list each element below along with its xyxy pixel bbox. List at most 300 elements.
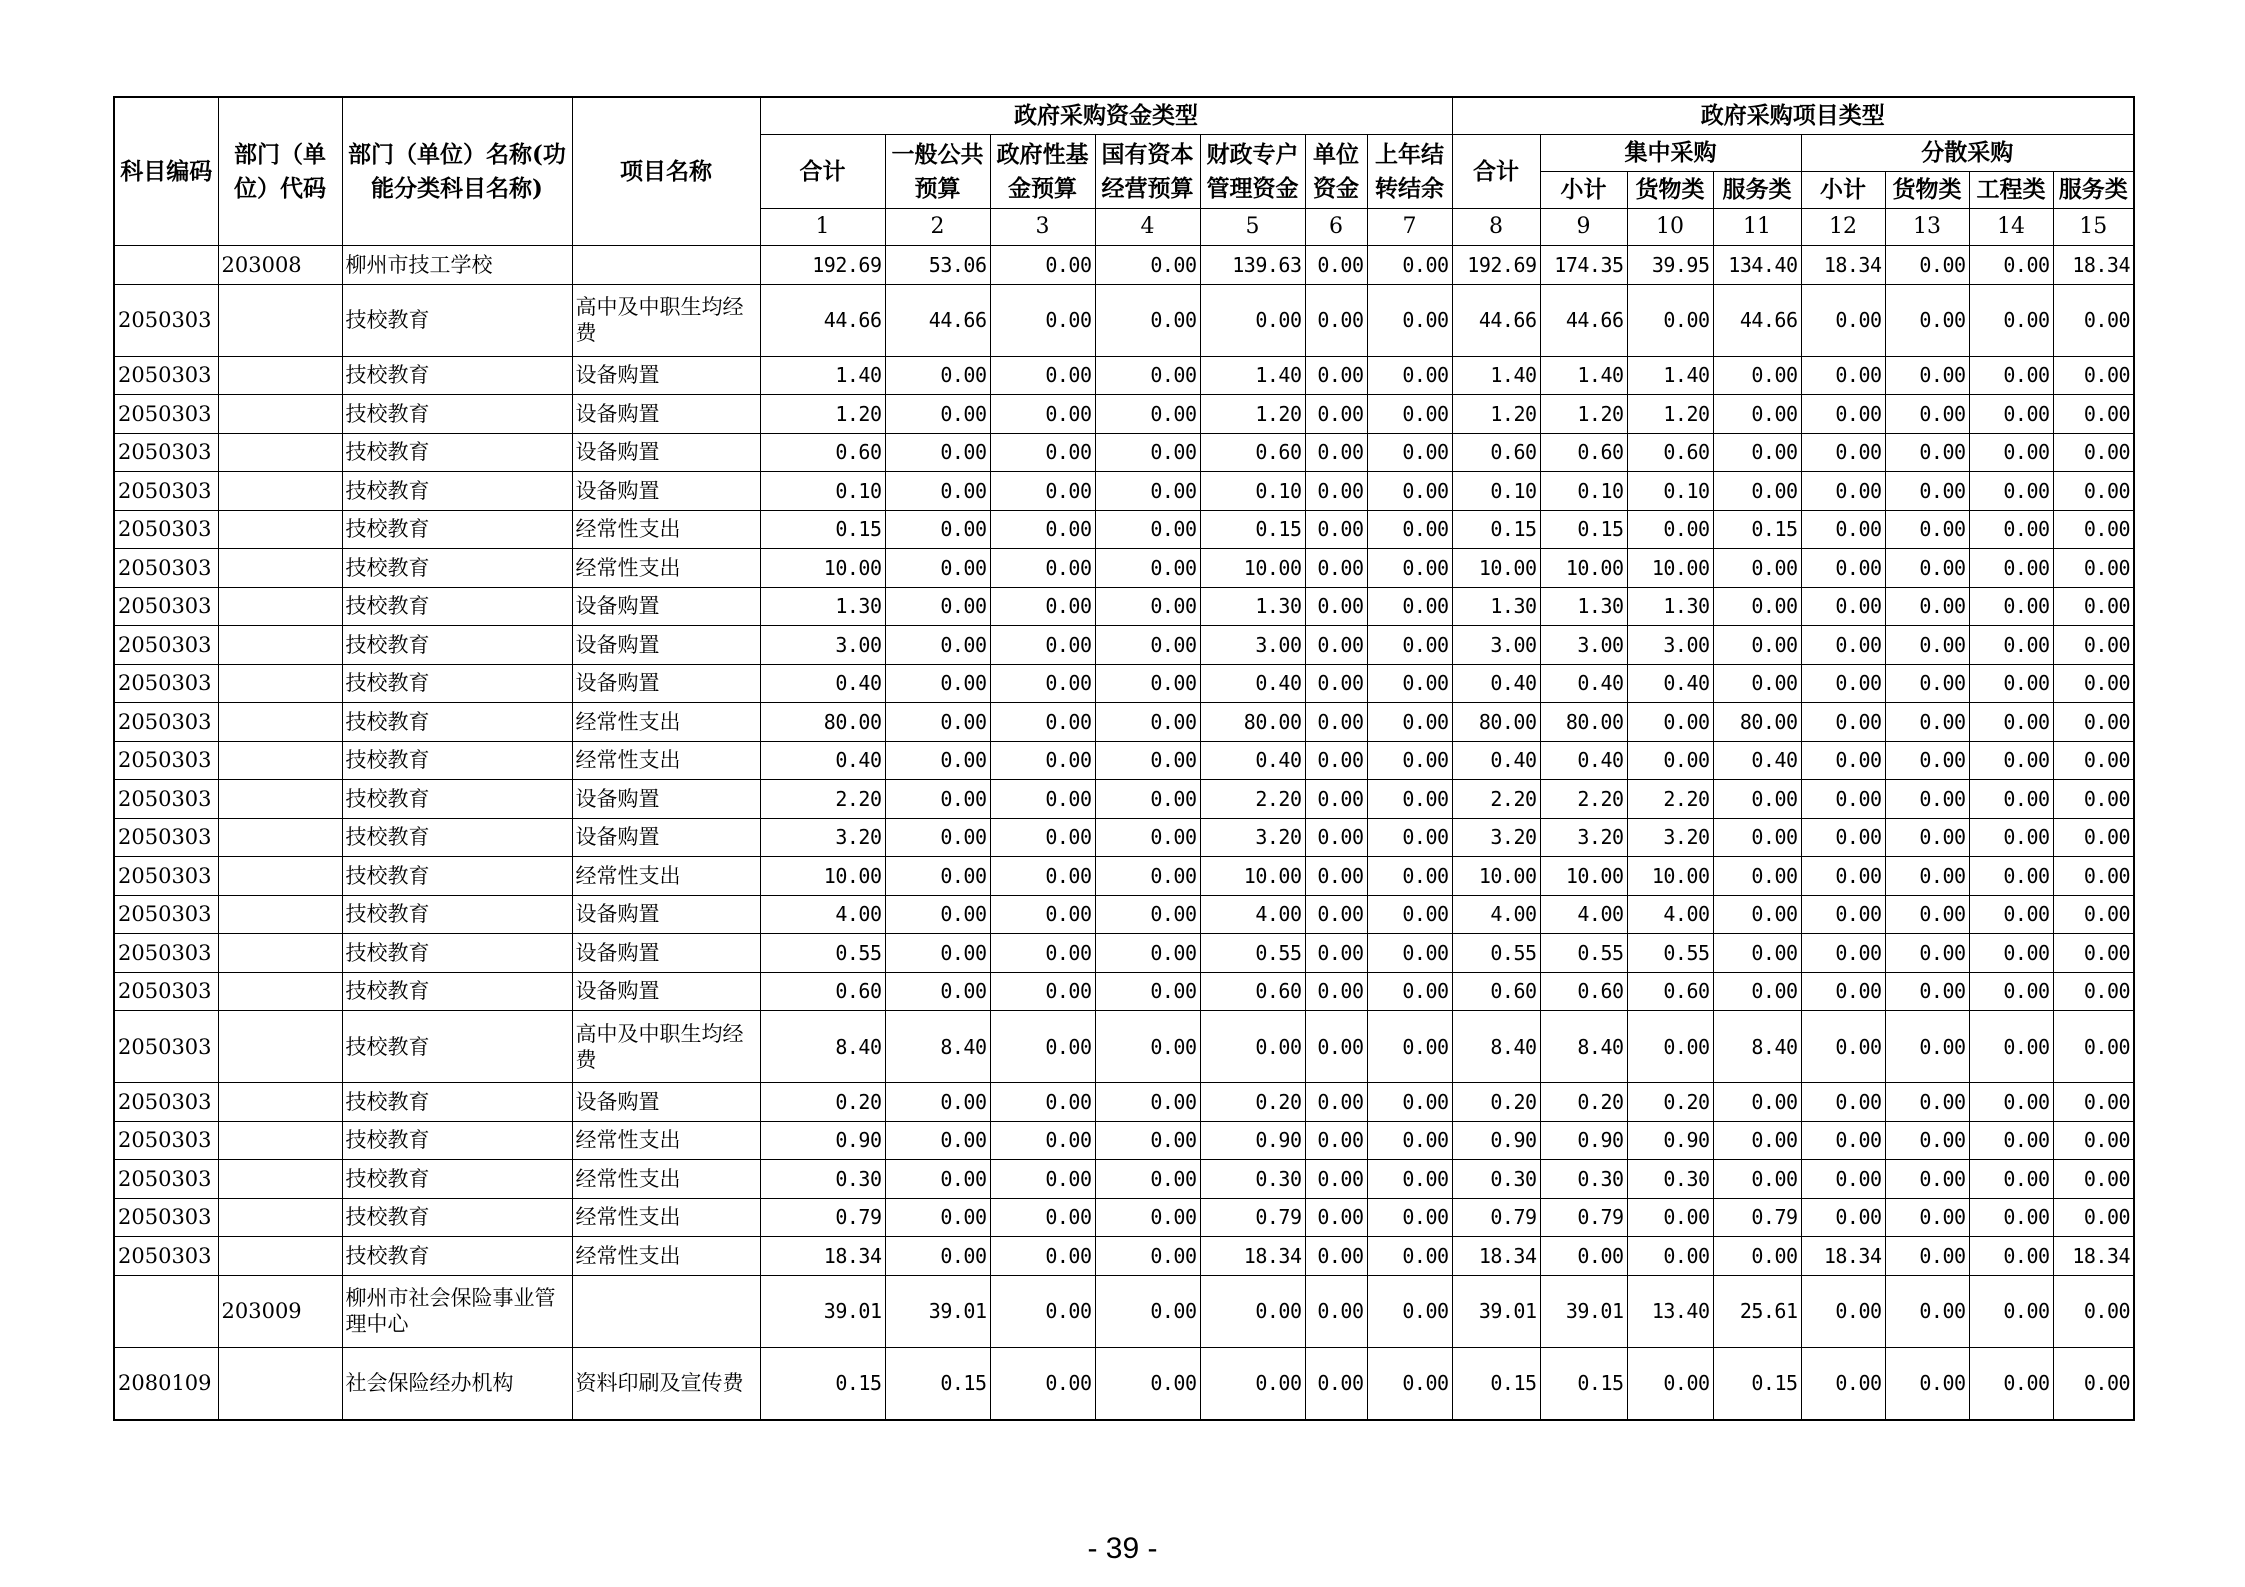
amount-cell: 0.00 — [885, 857, 990, 896]
amount-cell: 0.00 — [1305, 1160, 1367, 1199]
amount-cell: 0.00 — [990, 1347, 1095, 1420]
amount-cell: 0.00 — [1367, 246, 1452, 285]
dept-code-cell — [218, 510, 342, 549]
amount-cell: 0.00 — [1885, 895, 1969, 934]
project-name-cell: 经常性支出 — [572, 857, 760, 896]
column-index: 9 — [1540, 209, 1627, 246]
amount-cell: 0.40 — [1540, 741, 1627, 780]
amount-cell: 0.40 — [1200, 741, 1305, 780]
amount-cell: 0.00 — [1095, 626, 1200, 665]
amount-cell: 0.40 — [1200, 664, 1305, 703]
amount-cell: 0.00 — [2053, 1121, 2134, 1160]
dept-name-cell: 技校教育 — [342, 1121, 572, 1160]
amount-cell: 0.00 — [1305, 934, 1367, 973]
amount-cell: 0.00 — [885, 703, 990, 742]
amount-cell: 0.00 — [990, 703, 1095, 742]
amount-cell: 53.06 — [885, 246, 990, 285]
amount-cell: 0.00 — [1885, 1083, 1969, 1122]
header-c-subtotal: 小计 — [1540, 172, 1627, 209]
amount-cell: 0.00 — [1713, 780, 1801, 819]
amount-cell: 0.00 — [1885, 972, 1969, 1011]
dept-name-cell: 柳州市社会保险事业管理中心 — [342, 1275, 572, 1347]
amount-cell: 8.40 — [1540, 1011, 1627, 1083]
amount-cell: 0.00 — [1713, 472, 1801, 511]
amount-cell: 18.34 — [2053, 246, 2134, 285]
amount-cell: 80.00 — [1452, 703, 1540, 742]
amount-cell: 0.00 — [1367, 895, 1452, 934]
amount-cell: 0.00 — [2053, 857, 2134, 896]
amount-cell: 0.00 — [2053, 1198, 2134, 1237]
amount-cell: 0.00 — [1095, 1121, 1200, 1160]
amount-cell: 0.00 — [1885, 1121, 1969, 1160]
amount-cell: 0.00 — [2053, 549, 2134, 588]
project-name-cell: 经常性支出 — [572, 1121, 760, 1160]
project-name-cell: 设备购置 — [572, 472, 760, 511]
amount-cell: 0.00 — [990, 664, 1095, 703]
project-name-cell: 设备购置 — [572, 587, 760, 626]
project-name-cell: 高中及中职生均经费 — [572, 1011, 760, 1083]
amount-cell: 0.00 — [2053, 510, 2134, 549]
amount-cell: 0.00 — [1713, 433, 1801, 472]
amount-cell: 0.00 — [885, 510, 990, 549]
table-row — [114, 395, 2134, 434]
amount-cell: 0.00 — [885, 549, 990, 588]
header-gov-fund: 政府性基金预算 — [990, 135, 1095, 209]
amount-cell: 0.20 — [1452, 1083, 1540, 1122]
table-row — [114, 472, 2134, 511]
amount-cell: 0.00 — [1627, 1237, 1713, 1276]
table-row — [114, 356, 2134, 395]
dept-name-cell: 技校教育 — [342, 472, 572, 511]
amount-cell: 0.00 — [990, 934, 1095, 973]
amount-cell: 0.00 — [1095, 1347, 1200, 1420]
subject-code-cell: 2050303 — [114, 1237, 218, 1276]
amount-cell: 0.00 — [1305, 1237, 1367, 1276]
amount-cell: 39.01 — [760, 1275, 885, 1347]
dept-name-cell: 技校教育 — [342, 818, 572, 857]
amount-cell: 0.00 — [1367, 510, 1452, 549]
amount-cell: 0.00 — [885, 895, 990, 934]
amount-cell: 0.15 — [1540, 1347, 1627, 1420]
subject-code-cell: 2050303 — [114, 1011, 218, 1083]
column-index: 1 — [760, 209, 885, 246]
amount-cell: 0.00 — [1200, 284, 1305, 356]
project-name-cell: 设备购置 — [572, 1083, 760, 1122]
amount-cell: 0.00 — [885, 472, 990, 511]
dept-code-cell — [218, 1237, 342, 1276]
amount-cell: 0.00 — [1367, 780, 1452, 819]
amount-cell: 0.00 — [1885, 587, 1969, 626]
dept-code-cell — [218, 1198, 342, 1237]
amount-cell: 1.30 — [760, 587, 885, 626]
subject-code-cell: 2050303 — [114, 780, 218, 819]
subject-code-cell: 2050303 — [114, 664, 218, 703]
amount-cell: 0.00 — [885, 356, 990, 395]
amount-cell: 0.00 — [1627, 741, 1713, 780]
amount-cell: 3.00 — [760, 626, 885, 665]
amount-cell: 192.69 — [760, 246, 885, 285]
amount-cell: 0.00 — [2053, 587, 2134, 626]
amount-cell: 0.40 — [1540, 664, 1627, 703]
amount-cell: 0.00 — [1713, 1237, 1801, 1276]
amount-cell: 0.00 — [990, 1011, 1095, 1083]
amount-cell: 0.00 — [1713, 587, 1801, 626]
header-dept-name: 部门（单位）名称(功能分类科目名称) — [342, 97, 572, 246]
project-name-cell: 经常性支出 — [572, 1198, 760, 1237]
amount-cell: 0.00 — [2053, 1011, 2134, 1083]
amount-cell: 0.15 — [1200, 510, 1305, 549]
table-row — [114, 433, 2134, 472]
procurement-table — [113, 96, 2135, 1421]
amount-cell: 0.00 — [2053, 626, 2134, 665]
amount-cell: 0.00 — [885, 818, 990, 857]
column-index: 12 — [1801, 209, 1885, 246]
project-name-cell: 设备购置 — [572, 356, 760, 395]
amount-cell: 0.00 — [1367, 472, 1452, 511]
project-name-cell: 经常性支出 — [572, 1237, 760, 1276]
amount-cell: 1.30 — [1540, 587, 1627, 626]
amount-cell: 0.00 — [1885, 626, 1969, 665]
amount-cell: 0.15 — [885, 1347, 990, 1420]
amount-cell: 0.30 — [760, 1160, 885, 1199]
column-index: 15 — [2053, 209, 2134, 246]
amount-cell: 0.00 — [1801, 284, 1885, 356]
header-project-name: 项目名称 — [572, 97, 760, 246]
amount-cell: 0.20 — [1200, 1083, 1305, 1122]
amount-cell: 44.66 — [1452, 284, 1540, 356]
amount-cell: 0.30 — [1200, 1160, 1305, 1199]
amount-cell: 0.60 — [1452, 972, 1540, 1011]
amount-cell: 0.00 — [1713, 664, 1801, 703]
amount-cell: 0.00 — [2053, 818, 2134, 857]
amount-cell: 0.00 — [1200, 1347, 1305, 1420]
amount-cell: 0.00 — [1627, 284, 1713, 356]
amount-cell: 0.00 — [1801, 433, 1885, 472]
amount-cell: 0.00 — [1801, 356, 1885, 395]
subject-code-cell: 2050303 — [114, 741, 218, 780]
amount-cell: 0.00 — [1969, 1275, 2053, 1347]
amount-cell: 0.00 — [1367, 395, 1452, 434]
amount-cell: 0.00 — [2053, 934, 2134, 973]
amount-cell: 0.00 — [1095, 395, 1200, 434]
amount-cell: 0.79 — [1713, 1198, 1801, 1237]
amount-cell: 8.40 — [760, 1011, 885, 1083]
amount-cell: 18.34 — [1801, 246, 1885, 285]
amount-cell: 0.00 — [1801, 664, 1885, 703]
amount-cell: 0.00 — [990, 972, 1095, 1011]
dept-name-cell: 技校教育 — [342, 934, 572, 973]
amount-cell: 0.00 — [1305, 1347, 1367, 1420]
amount-cell: 0.00 — [1885, 1237, 1969, 1276]
table-row — [114, 703, 2134, 742]
amount-cell: 0.00 — [885, 587, 990, 626]
amount-cell: 1.20 — [760, 395, 885, 434]
amount-cell: 0.00 — [1305, 472, 1367, 511]
amount-cell: 0.15 — [1452, 1347, 1540, 1420]
amount-cell: 25.61 — [1713, 1275, 1801, 1347]
amount-cell: 0.00 — [990, 549, 1095, 588]
amount-cell: 0.00 — [2053, 1083, 2134, 1122]
amount-cell: 0.60 — [1627, 972, 1713, 1011]
amount-cell: 0.00 — [1095, 857, 1200, 896]
amount-cell: 0.40 — [760, 741, 885, 780]
dept-name-cell: 技校教育 — [342, 587, 572, 626]
amount-cell: 0.00 — [2053, 1347, 2134, 1420]
amount-cell: 0.00 — [1801, 626, 1885, 665]
amount-cell: 0.10 — [1627, 472, 1713, 511]
amount-cell: 0.00 — [1095, 510, 1200, 549]
header-special-fund: 财政专户管理资金 — [1200, 135, 1305, 209]
subject-code-cell: 2050303 — [114, 395, 218, 434]
amount-cell: 0.55 — [760, 934, 885, 973]
amount-cell: 3.20 — [1540, 818, 1627, 857]
amount-cell: 1.20 — [1627, 395, 1713, 434]
amount-cell: 0.00 — [1095, 1083, 1200, 1122]
amount-cell: 0.00 — [1801, 1160, 1885, 1199]
amount-cell: 3.00 — [1627, 626, 1713, 665]
amount-cell: 0.00 — [1367, 1347, 1452, 1420]
amount-cell: 2.20 — [760, 780, 885, 819]
subject-code-cell: 2050303 — [114, 626, 218, 665]
subject-code-cell: 2050303 — [114, 433, 218, 472]
dept-name-cell: 柳州市技工学校 — [342, 246, 572, 285]
header-unit-fund: 单位资金 — [1305, 135, 1367, 209]
amount-cell: 0.55 — [1627, 934, 1713, 973]
amount-cell: 0.00 — [1885, 510, 1969, 549]
amount-cell: 0.00 — [1969, 818, 2053, 857]
amount-cell: 0.00 — [1969, 472, 2053, 511]
amount-cell: 0.00 — [1627, 510, 1713, 549]
amount-cell: 0.00 — [1540, 1237, 1627, 1276]
project-name-cell: 设备购置 — [572, 780, 760, 819]
amount-cell: 39.95 — [1627, 246, 1713, 285]
dept-name-cell: 技校教育 — [342, 972, 572, 1011]
project-name-cell: 经常性支出 — [572, 549, 760, 588]
amount-cell: 0.00 — [1095, 895, 1200, 934]
amount-cell: 0.00 — [1367, 1198, 1452, 1237]
amount-cell: 2.20 — [1452, 780, 1540, 819]
amount-cell: 0.00 — [1305, 703, 1367, 742]
project-name-cell: 经常性支出 — [572, 703, 760, 742]
amount-cell: 0.00 — [1367, 741, 1452, 780]
amount-cell: 139.63 — [1200, 246, 1305, 285]
amount-cell: 0.60 — [1200, 433, 1305, 472]
dept-code-cell — [218, 972, 342, 1011]
table-row — [114, 780, 2134, 819]
amount-cell: 0.30 — [1627, 1160, 1713, 1199]
amount-cell: 0.00 — [1367, 587, 1452, 626]
table-row — [114, 626, 2134, 665]
amount-cell: 0.20 — [760, 1083, 885, 1122]
amount-cell: 0.00 — [1969, 433, 2053, 472]
amount-cell: 0.00 — [1801, 780, 1885, 819]
amount-cell: 4.00 — [760, 895, 885, 934]
dept-name-cell: 技校教育 — [342, 1198, 572, 1237]
amount-cell: 0.00 — [1713, 1121, 1801, 1160]
amount-cell: 0.60 — [760, 972, 885, 1011]
amount-cell: 0.00 — [1801, 1011, 1885, 1083]
amount-cell: 0.00 — [1095, 587, 1200, 626]
dept-code-cell — [218, 1121, 342, 1160]
table-row — [114, 510, 2134, 549]
amount-cell: 0.00 — [1367, 1160, 1452, 1199]
amount-cell: 18.34 — [1452, 1237, 1540, 1276]
project-name-cell — [572, 1275, 760, 1347]
amount-cell: 80.00 — [1713, 703, 1801, 742]
table-body — [114, 246, 2134, 1420]
header-proj-total: 合计 — [1452, 135, 1540, 209]
amount-cell: 0.15 — [1713, 510, 1801, 549]
amount-cell: 0.00 — [885, 395, 990, 434]
amount-cell: 0.00 — [1885, 395, 1969, 434]
project-name-cell: 经常性支出 — [572, 741, 760, 780]
amount-cell: 0.00 — [885, 741, 990, 780]
amount-cell: 0.00 — [1969, 741, 2053, 780]
column-index: 8 — [1452, 209, 1540, 246]
amount-cell: 0.00 — [1713, 934, 1801, 973]
amount-cell: 0.00 — [885, 1160, 990, 1199]
amount-cell: 0.00 — [2053, 433, 2134, 472]
amount-cell: 0.00 — [1713, 972, 1801, 1011]
dept-name-cell: 技校教育 — [342, 664, 572, 703]
amount-cell: 0.00 — [1969, 1198, 2053, 1237]
column-index: 11 — [1713, 209, 1801, 246]
subject-code-cell: 2050303 — [114, 703, 218, 742]
amount-cell: 0.00 — [1305, 1275, 1367, 1347]
amount-cell: 13.40 — [1627, 1275, 1713, 1347]
dept-name-cell: 技校教育 — [342, 510, 572, 549]
column-index: 14 — [1969, 209, 2053, 246]
amount-cell: 44.66 — [760, 284, 885, 356]
amount-cell: 0.00 — [1801, 1121, 1885, 1160]
amount-cell: 0.00 — [1885, 1275, 1969, 1347]
amount-cell: 0.00 — [1801, 1198, 1885, 1237]
dept-name-cell: 技校教育 — [342, 549, 572, 588]
amount-cell: 0.00 — [2053, 780, 2134, 819]
amount-cell: 174.35 — [1540, 246, 1627, 285]
amount-cell: 0.00 — [1367, 1011, 1452, 1083]
amount-cell: 0.00 — [1969, 1083, 2053, 1122]
amount-cell: 0.00 — [1200, 1275, 1305, 1347]
amount-cell: 0.00 — [885, 1121, 990, 1160]
amount-cell: 18.34 — [1200, 1237, 1305, 1276]
amount-cell: 8.40 — [1452, 1011, 1540, 1083]
amount-cell: 0.00 — [1801, 1347, 1885, 1420]
amount-cell: 3.20 — [1627, 818, 1713, 857]
dept-code-cell — [218, 1011, 342, 1083]
amount-cell: 0.00 — [1885, 1011, 1969, 1083]
amount-cell: 0.00 — [1095, 972, 1200, 1011]
dept-code-cell — [218, 857, 342, 896]
amount-cell: 0.00 — [1305, 356, 1367, 395]
amount-cell: 0.00 — [990, 857, 1095, 896]
dept-name-cell: 技校教育 — [342, 356, 572, 395]
dept-name-cell: 技校教育 — [342, 1083, 572, 1122]
table-row — [114, 1237, 2134, 1276]
amount-cell: 0.00 — [990, 741, 1095, 780]
amount-cell: 0.00 — [1095, 741, 1200, 780]
dept-code-cell — [218, 549, 342, 588]
dept-name-cell: 技校教育 — [342, 1237, 572, 1276]
subject-code-cell: 2050303 — [114, 972, 218, 1011]
table-row — [114, 284, 2134, 356]
amount-cell: 0.00 — [2053, 472, 2134, 511]
amount-cell: 0.00 — [2053, 284, 2134, 356]
amount-cell: 0.00 — [1305, 284, 1367, 356]
amount-cell: 0.10 — [1540, 472, 1627, 511]
amount-cell: 0.55 — [1540, 934, 1627, 973]
dept-name-cell: 技校教育 — [342, 433, 572, 472]
table-row — [114, 741, 2134, 780]
amount-cell: 0.00 — [990, 246, 1095, 285]
amount-cell: 1.20 — [1452, 395, 1540, 434]
amount-cell: 10.00 — [1627, 857, 1713, 896]
amount-cell: 0.00 — [1713, 818, 1801, 857]
subject-code-cell: 2050303 — [114, 1198, 218, 1237]
amount-cell: 0.00 — [1801, 895, 1885, 934]
column-index: 6 — [1305, 209, 1367, 246]
amount-cell: 0.00 — [1713, 1083, 1801, 1122]
amount-cell: 0.00 — [990, 284, 1095, 356]
amount-cell: 0.00 — [1367, 356, 1452, 395]
amount-cell: 0.00 — [1367, 549, 1452, 588]
amount-cell: 0.00 — [1367, 1237, 1452, 1276]
amount-cell: 0.00 — [1801, 510, 1885, 549]
amount-cell: 0.00 — [1713, 395, 1801, 434]
amount-cell: 0.00 — [1969, 934, 2053, 973]
dept-code-cell — [218, 356, 342, 395]
project-name-cell: 设备购置 — [572, 972, 760, 1011]
subject-code-cell: 2050303 — [114, 472, 218, 511]
amount-cell: 0.00 — [1885, 433, 1969, 472]
amount-cell: 0.00 — [1885, 741, 1969, 780]
amount-cell: 0.00 — [990, 1275, 1095, 1347]
subject-code-cell: 2050303 — [114, 895, 218, 934]
dept-code-cell — [218, 703, 342, 742]
column-index: 7 — [1367, 209, 1452, 246]
amount-cell: 0.00 — [1885, 818, 1969, 857]
amount-cell: 3.00 — [1200, 626, 1305, 665]
amount-cell: 0.00 — [1367, 626, 1452, 665]
amount-cell: 0.00 — [1801, 741, 1885, 780]
amount-cell: 0.00 — [990, 587, 1095, 626]
amount-cell: 0.00 — [885, 1083, 990, 1122]
amount-cell: 0.00 — [990, 1121, 1095, 1160]
amount-cell: 10.00 — [1200, 857, 1305, 896]
amount-cell: 0.15 — [1713, 1347, 1801, 1420]
amount-cell: 0.00 — [1885, 664, 1969, 703]
amount-cell: 0.00 — [1305, 664, 1367, 703]
amount-cell: 0.00 — [1305, 1121, 1367, 1160]
table-row — [114, 587, 2134, 626]
dept-name-cell: 技校教育 — [342, 284, 572, 356]
amount-cell: 0.00 — [885, 1198, 990, 1237]
amount-cell: 1.40 — [1452, 356, 1540, 395]
header-carryover: 上年结转结余 — [1367, 135, 1452, 209]
amount-cell: 0.00 — [2053, 703, 2134, 742]
amount-cell: 192.69 — [1452, 246, 1540, 285]
table-row — [114, 857, 2134, 896]
amount-cell: 80.00 — [1200, 703, 1305, 742]
amount-cell: 0.00 — [1969, 356, 2053, 395]
amount-cell: 0.00 — [1095, 1275, 1200, 1347]
amount-cell: 0.00 — [1095, 1160, 1200, 1199]
amount-cell: 0.00 — [1627, 1198, 1713, 1237]
amount-cell: 0.00 — [990, 510, 1095, 549]
amount-cell: 0.00 — [1885, 356, 1969, 395]
amount-cell: 0.90 — [1452, 1121, 1540, 1160]
header-fund-total: 合计 — [760, 135, 885, 209]
